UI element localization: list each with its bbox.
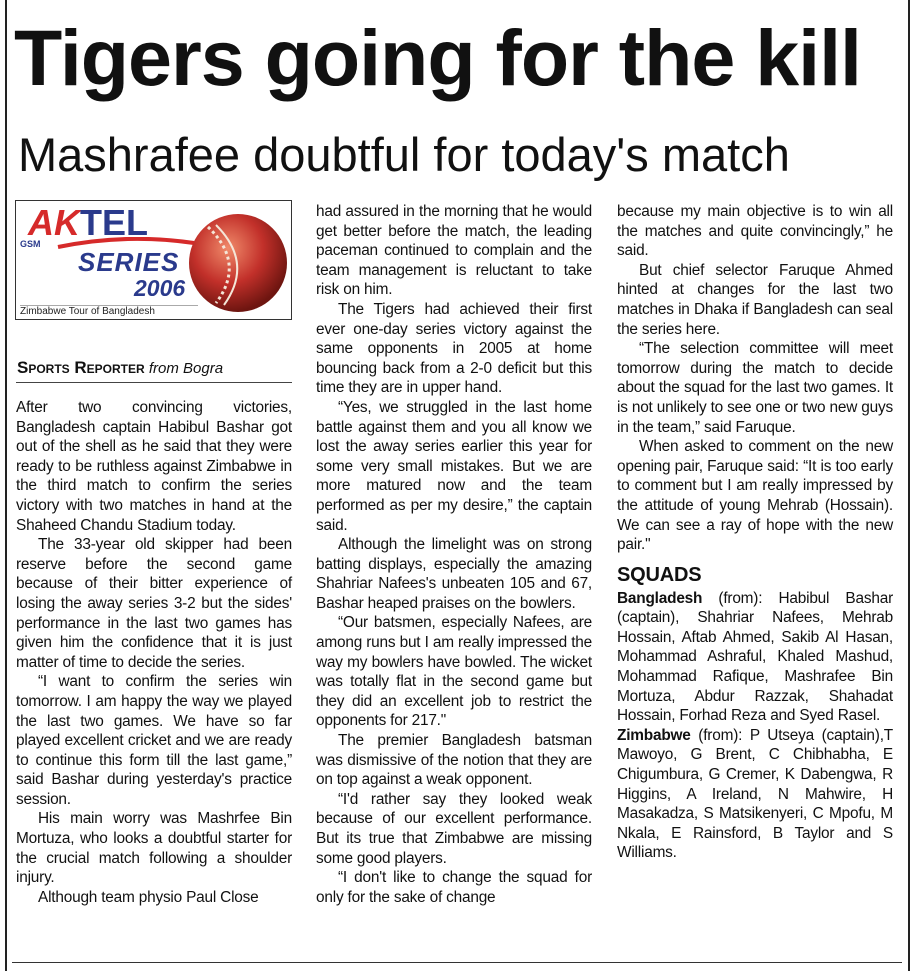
bangladesh-players: (from): Habibul Bashar (captain), Shahriar Nafees, Mehrab Hossain, Aftab Ahmed, Sakib Al Hasan, Mohammad Ashraful, Khaled Mashud, Mohammad Rafique, Mashrafee Bin Mortuza, Abdur Razzak, Shahadat Hossain, Forhad Reza and Syed Rasel. <box>617 589 893 725</box>
paragraph: The Tigers had achieved their first ever one-day series victory against the same opponents in 2005 at home bouncing back from a 2-0 deficit but this time they are in upper hand. <box>316 300 592 397</box>
paragraph: But chief selector Faruque Ahmed hinted at changes for the last two matches in Dhaka if Bangladesh can seal the series here. <box>617 261 893 338</box>
paragraph: “Yes, we struggled in the last home battle against them and you all know we lost the away series earlier this year for some very small mistakes. But we are more matured now and the team performed as per my desire,” the captain said. <box>316 398 592 534</box>
paragraph: His main worry was Mashrfee Bin Mortuza, who looks a doubtful starter for the crucial match following a shoulder injury. <box>16 810 292 887</box>
article-column-3 <box>617 202 893 863</box>
byline <box>17 358 223 378</box>
brand-ak: AK <box>28 202 80 243</box>
paragraph: After two convincing victories, Bangladesh captain Habibul Bashar got out of the shell as he said that they were ready to be ruthless against Zimbabwe in the third match to confirm the series victory with two matches in hand at the Shaheed Chandu Stadium today. <box>16 399 292 534</box>
gsm-label: GSM <box>20 239 41 249</box>
paragraph: “I don't like to change the squad for only for the sake of change <box>316 869 592 906</box>
brand-wordmark <box>28 202 148 243</box>
left-border-rule <box>5 0 7 971</box>
bangladesh-label: Bangladesh <box>617 589 703 607</box>
article-column-2 <box>316 202 592 907</box>
cricket-ball-icon <box>186 211 290 315</box>
paragraph: “I'd rather say they looked weak because of our excellent performance. But its true that Zimbabwe are missing some good players. <box>316 790 592 867</box>
right-border-rule <box>908 0 910 971</box>
zimbabwe-label: Zimbabwe <box>617 726 691 744</box>
series-label: SERIES <box>78 247 180 277</box>
byline-location: from Bogra <box>148 360 224 377</box>
zimbabwe-squad <box>617 726 893 863</box>
brand-tel: TEL <box>80 202 148 243</box>
byline-reporter: Sports Reporter <box>17 358 145 377</box>
byline-divider <box>16 382 292 383</box>
paragraph: “Our batsmen, especially Nafees, are among runs but I am really impressed the way my bowlers have bowled. The wicket was totally flat in the second game but they did an excellent job to restrict the opponents for 217." <box>316 614 592 730</box>
bottom-border-rule <box>12 962 902 963</box>
paragraph: “I want to confirm the series win tomorrow. I am happy the way we played the last two games. We have so far played excellent cricket and we are ready to continue this form till the last game,” said Bashar during yesterday's practice session. <box>16 673 292 808</box>
squads-heading: SQUADS <box>617 563 702 586</box>
subheadline: Mashrafee doubtful for today's match <box>18 128 790 181</box>
paragraph: had assured in the morning that he would get better before the match, the leading paceman continued to complain and the team management is reluctant to take risk on him. <box>316 203 592 299</box>
squads-list <box>617 589 893 863</box>
paragraph: because my main objective is to win all the matches and quite convincingly,” he said. <box>617 203 893 260</box>
paragraph: The premier Bangladesh batsman was dismissive of the notion that they are on top against a weak opponent. <box>316 732 592 789</box>
headline: Tigers going for the kill <box>14 13 862 102</box>
paragraph: Although team physio Paul Close <box>38 888 259 906</box>
paragraph: The 33-year old skipper had been reserve before the second game because of their bitter experience of losing the away series 3-2 but the sides' performance in the last two games has given him the confidence that it is just matter of time to decide the series. <box>16 536 292 671</box>
aktel-series-logo <box>15 200 292 320</box>
series-year: 2006 <box>134 275 186 301</box>
paragraph: “The selection committee will meet tomorrow during the match to decide about the squad for the last two games. It is not unlikely to see one or two new guys in the team,” said Faruque. <box>617 340 893 436</box>
zimbabwe-players: (from): P Utseya (captain),T Mawoyo, G Brent, C Chibhabha, E Chigumbura, G Cremer, K Dabengwa, R Higgins, A Ireland, N Mahwire, H Masakadza, S Matsikenyeri, C Mpofu, M Nkala, E Rainsford, B Taylor and S Williams. <box>617 726 893 862</box>
bangladesh-squad <box>617 589 893 726</box>
tour-caption: Zimbabwe Tour of Bangladesh <box>20 305 198 317</box>
paragraph: Although the limelight was on strong batting displays, especially the amazing Shahriar Nafees's unbeaten 105 and 67, Bashar heaped praises on the bowlers. <box>316 536 592 612</box>
paragraph: When asked to comment on the new opening pair, Faruque said: “It is too early to comment but I am really impressed by the attitude of young Mehrab (Hossain). We can see a ray of hope with the new pair." <box>617 438 893 554</box>
article-column-1 <box>16 398 292 907</box>
